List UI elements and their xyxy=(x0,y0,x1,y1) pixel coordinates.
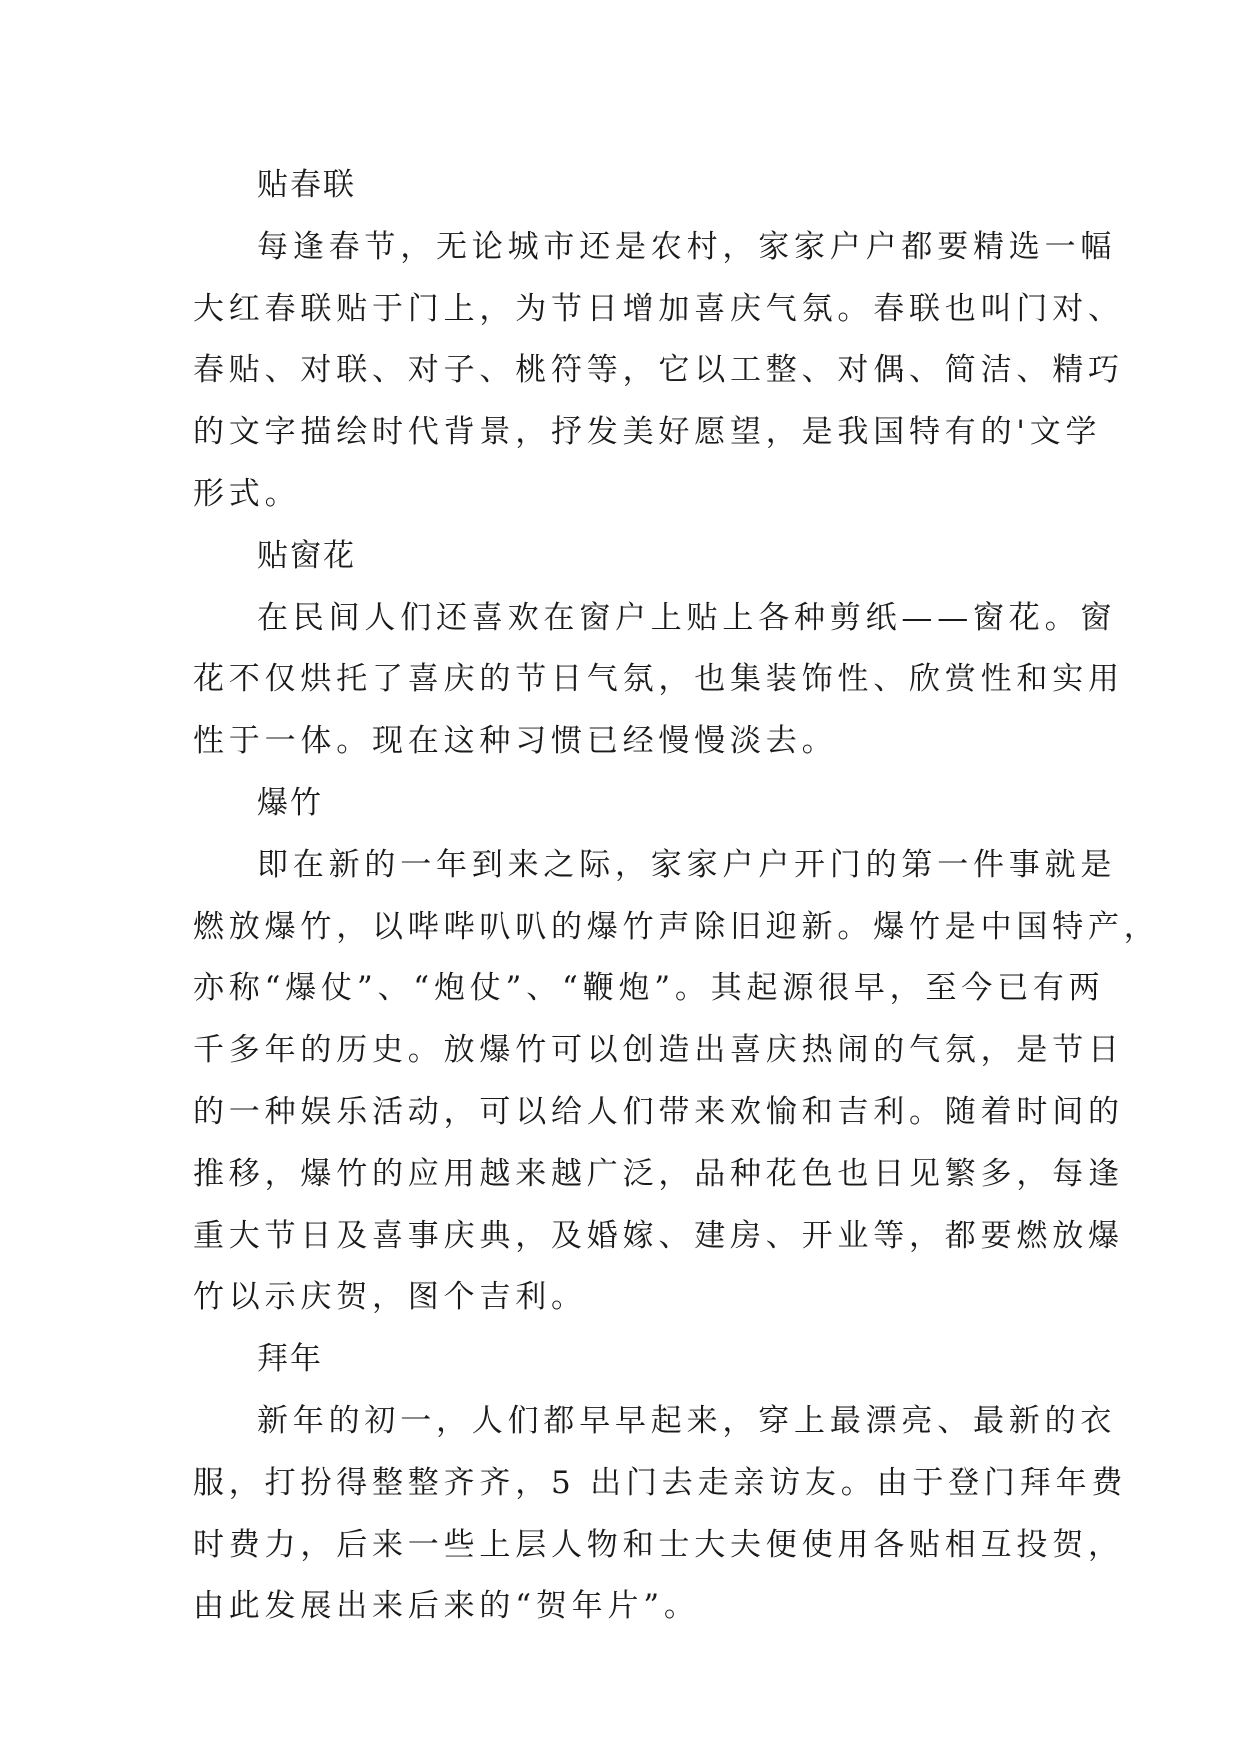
paragraph-line: 每逢春节，无论城市还是农村，家家户户都要精选一幅 xyxy=(257,228,1117,265)
section-chuanghua xyxy=(193,526,1124,773)
paragraph-line: 大红春联贴于门上，为节日增加喜庆气氛。春联也叫门对、 xyxy=(193,290,1124,327)
section-heading: 爆竹 xyxy=(257,784,323,821)
paragraph-line: 春贴、对联、对子、桃符等，它以工整、对偶、简洁、精巧 xyxy=(193,352,1124,389)
paragraph-line: 花不仅烘托了喜庆的节日气氛，也集装饰性、欣赏性和实用 xyxy=(193,661,1124,698)
paragraph-line: 千多年的历史。放爆竹可以创造出喜庆热闹的气氛，是节日 xyxy=(193,1032,1124,1069)
paragraph-line: 由此发展出来后来的“贺年片”。 xyxy=(193,1588,700,1625)
section-heading: 贴窗花 xyxy=(257,537,356,574)
section-bainian xyxy=(193,1329,1128,1638)
paragraph-line: 燃放爆竹，以哔哔叭叭的爆竹声除旧迎新。爆竹是中国特产， xyxy=(193,908,1160,945)
section-paragraph xyxy=(193,588,1124,773)
paragraph-line: 亦称“爆仗”、“炮仗”、“鞭炮”。其起源很早，至今已有两 xyxy=(193,970,1105,1007)
paragraph-line: 性于一体。现在这种习惯已经慢慢淡去。 xyxy=(193,723,838,760)
paragraph-line: 在民间人们还喜欢在窗户上贴上各种剪纸——窗花。窗 xyxy=(257,599,1117,636)
paragraph-line: 竹以示庆贺，图个吉利。 xyxy=(193,1279,587,1316)
paragraph-line: 形式。 xyxy=(193,475,301,512)
section-chunlian xyxy=(193,155,1124,526)
paragraph-line: 的文字描绘时代背景，抒发美好愿望，是我国特有的'文学 xyxy=(193,414,1102,451)
document-page xyxy=(193,155,1160,1638)
section-paragraph xyxy=(193,1391,1128,1638)
paragraph-line: 服，打扮得整整齐齐，5 出门去走亲访友。由于登门拜年费 xyxy=(193,1464,1128,1501)
paragraph-line: 即在新的一年到来之际，家家户户开门的第一件事就是 xyxy=(257,846,1117,883)
paragraph-line: 时费力，后来一些上层人物和士大夫便使用各贴相互投贺， xyxy=(193,1526,1124,1563)
paragraph-line: 的一种娱乐活动，可以给人们带来欢愉和吉利。随着时间的 xyxy=(193,1093,1124,1130)
paragraph-line: 新年的初一，人们都早早起来，穿上最漂亮、最新的衣 xyxy=(257,1402,1117,1439)
section-heading: 贴春联 xyxy=(257,167,356,203)
section-heading: 拜年 xyxy=(257,1341,323,1378)
section-paragraph xyxy=(193,835,1160,1329)
section-baozhu xyxy=(193,773,1160,1329)
paragraph-line: 重大节日及喜事庆典，及婚嫁、建房、开业等，都要燃放爆 xyxy=(193,1217,1124,1254)
paragraph-line: 推移，爆竹的应用越来越广泛，品种花色也日见繁多，每逢 xyxy=(193,1155,1124,1192)
section-paragraph xyxy=(193,217,1124,526)
